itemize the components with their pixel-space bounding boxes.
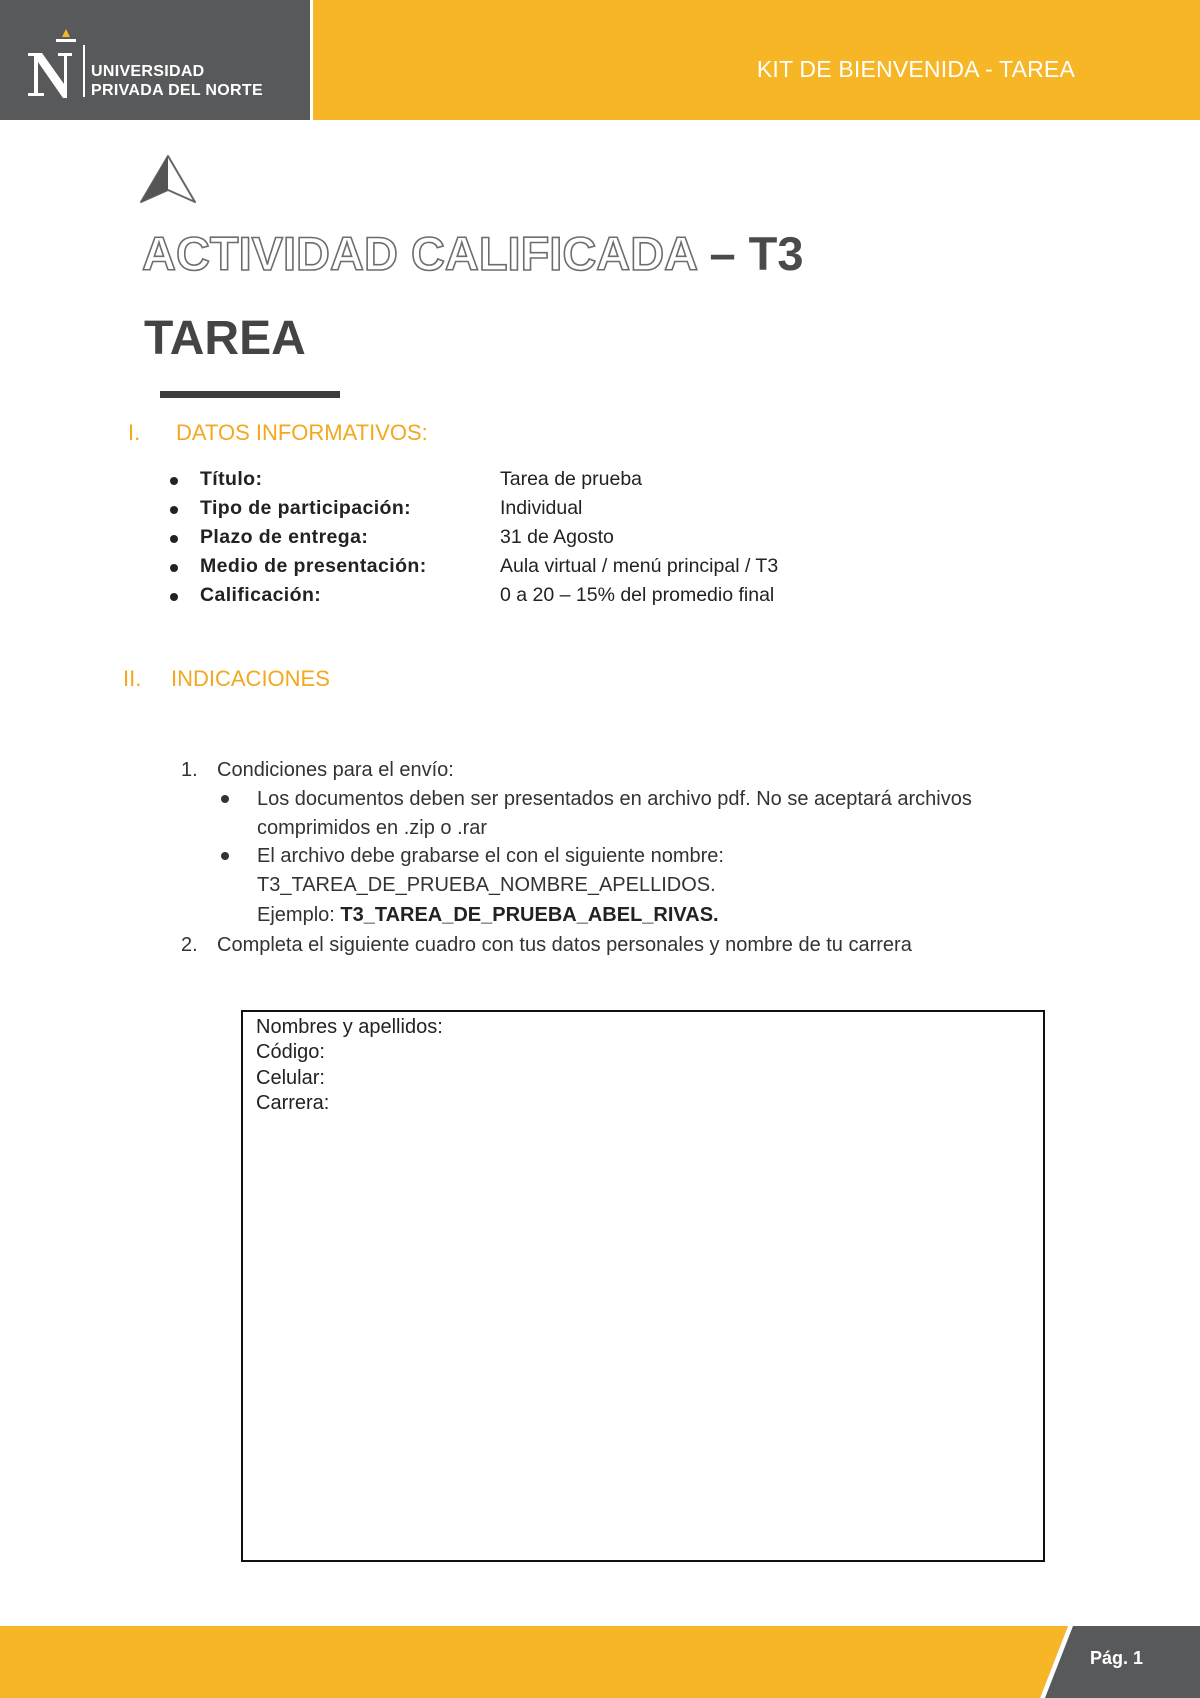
info-value: 0 a 20 – 15% del promedio final xyxy=(500,584,775,606)
info-row-tipo xyxy=(170,497,870,525)
personal-data-box xyxy=(241,1010,1045,1562)
title-outline: ACTIVIDAD CALIFICADA xyxy=(142,227,697,280)
section-number: I. xyxy=(128,420,141,445)
info-row-medio xyxy=(170,555,870,583)
list-number-2: 2. xyxy=(181,934,198,956)
bullet-icon xyxy=(221,852,229,860)
header-separator xyxy=(310,0,313,120)
example-line xyxy=(257,904,719,927)
list-item-1: Condiciones para el envío: xyxy=(217,759,454,781)
bullet-icon xyxy=(170,506,178,514)
info-value: Aula virtual / menú principal / T3 xyxy=(500,555,779,577)
list-number-1: 1. xyxy=(181,759,198,781)
info-label: Tipo de participación: xyxy=(200,497,412,519)
bullet-icon xyxy=(221,795,229,803)
document-title xyxy=(142,226,804,281)
info-label: Plazo de entrega: xyxy=(200,526,369,548)
section-number: II. xyxy=(123,666,142,691)
bullet-icon xyxy=(170,535,178,543)
bullet-icon xyxy=(170,593,178,601)
info-row-plazo xyxy=(170,526,870,554)
navigation-arrow-icon xyxy=(140,154,196,204)
university-logo-icon xyxy=(26,26,78,100)
box-line-codigo: Código: xyxy=(256,1041,325,1063)
logo-line-1: UNIVERSIDAD xyxy=(91,63,205,80)
document-subtitle: TAREA xyxy=(144,312,306,365)
logo-text xyxy=(91,62,263,100)
info-label: Calificación: xyxy=(200,584,322,606)
info-row-titulo xyxy=(170,468,870,496)
page-number: Pág. 1 xyxy=(1090,1648,1144,1668)
box-line-celular: Celular: xyxy=(256,1067,325,1089)
bullet-icon xyxy=(170,564,178,572)
bullet-1-line-1: Los documentos deben ser presentados en archivo pdf. No se aceptará archivos xyxy=(257,788,972,810)
example-label: Ejemplo: xyxy=(257,904,341,926)
logo-divider xyxy=(83,45,85,97)
title-solid: – T3 xyxy=(696,227,804,280)
section-title: INDICACIONES xyxy=(171,666,330,691)
bullet-2-line-1: El archivo debe grabarse el con el siguiente nombre: xyxy=(257,845,724,867)
header-title: KIT DE BIENVENIDA - TAREA xyxy=(756,56,1075,82)
info-row-calificacion xyxy=(170,584,870,612)
info-value: Tarea de prueba xyxy=(500,468,643,490)
list-item-2: Completa el siguiente cuadro con tus datos personales y nombre de tu carrera xyxy=(217,934,912,956)
example-value: T3_TAREA_DE_PRUEBA_ABEL_RIVAS. xyxy=(340,904,719,926)
section-title: DATOS INFORMATIVOS: xyxy=(176,420,428,445)
bullet-1-line-2: comprimidos en .zip o .rar xyxy=(257,817,488,839)
bullet-icon xyxy=(170,477,178,485)
logo-line-2: PRIVADA DEL NORTE xyxy=(91,82,263,99)
title-underline xyxy=(160,391,340,398)
footer-bar xyxy=(0,1626,1200,1698)
info-value: Individual xyxy=(500,497,583,519)
bullet-2-line-2: T3_TAREA_DE_PRUEBA_NOMBRE_APELLIDOS. xyxy=(257,874,716,896)
info-label: Medio de presentación: xyxy=(200,555,427,577)
info-label: Título: xyxy=(200,468,263,490)
logo-panel xyxy=(0,0,310,120)
box-line-carrera: Carrera: xyxy=(256,1092,330,1114)
box-line-nombres: Nombres y apellidos: xyxy=(256,1016,443,1038)
info-value: 31 de Agosto xyxy=(500,526,614,548)
